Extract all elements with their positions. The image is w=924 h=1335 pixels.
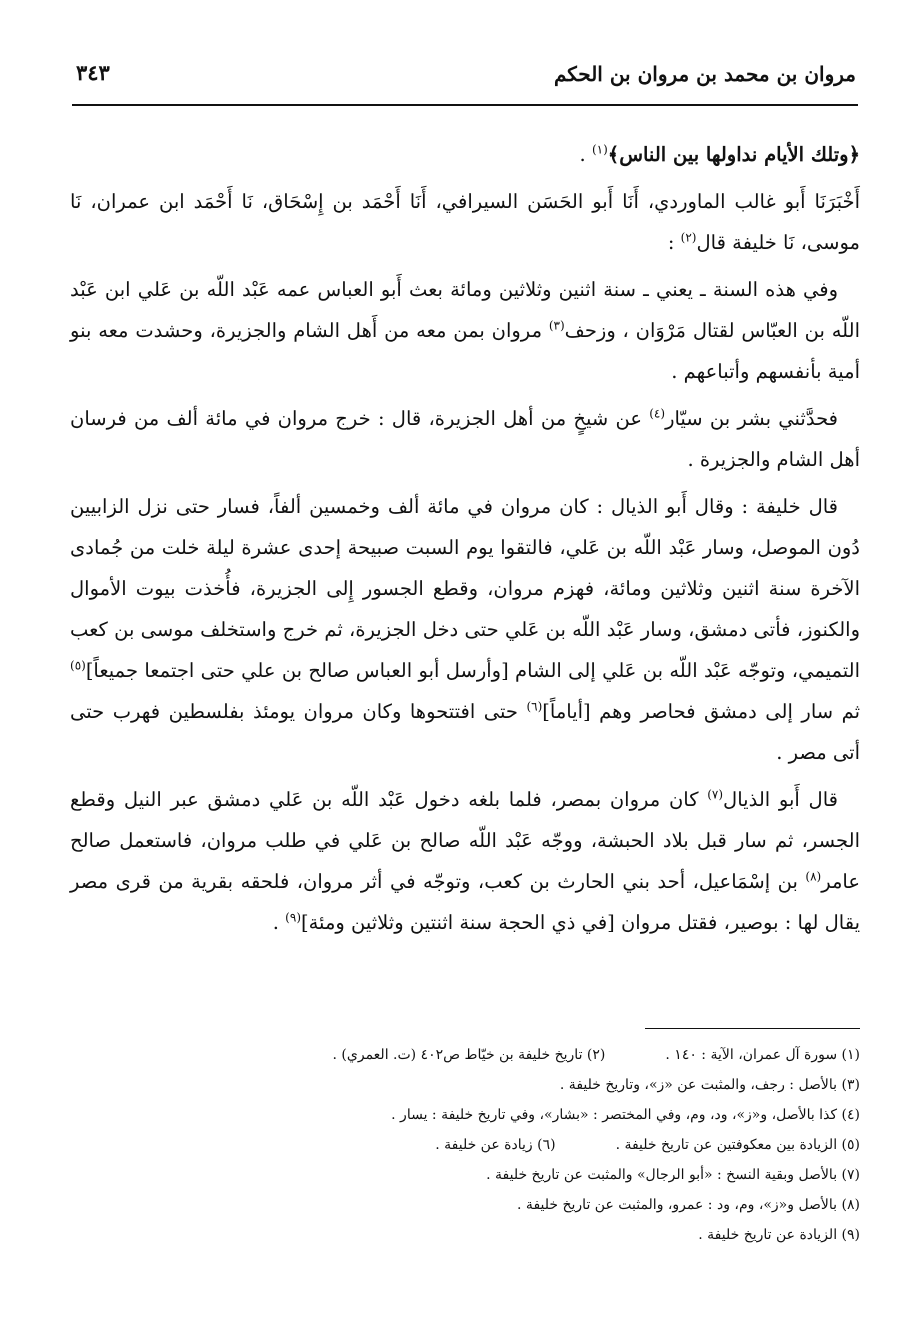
paragraph-text: . bbox=[272, 911, 286, 934]
paragraph-text: وفي هذه السنة ـ يعني ـ سنة اثنين وثلاثين ومائة بعث أَبو العباس عمه عَبْد اللّه بن عَلي ابن عَبْد اللّه بن العبّاس لقتال مَرْوَان ، وزحف bbox=[70, 278, 860, 342]
footnote-marker: (٩) bbox=[285, 910, 301, 925]
footnotes bbox=[110, 1040, 860, 1250]
paragraph bbox=[70, 779, 860, 943]
footnote: (١) سورة آل عمران، الآية : ١٤٠ . bbox=[665, 1047, 860, 1063]
paragraph-isnad bbox=[70, 181, 860, 263]
header-rule bbox=[72, 104, 858, 106]
paragraph-text: قال أَبو الذيال bbox=[723, 788, 838, 811]
paragraph-text: أَخْبَرَنَا أَبو غالب الماوردي، أَنَا أَبو الحَسَن السيرافي، أَنَا أَحْمَد بن إِسْحَاق، نَا أَحْمَد ابن عمران، نَا موسى، نَا خليفة قال bbox=[70, 190, 860, 254]
footnote: (٨) بالأصل و«ز»، وم، ود : عمرو، والمثبت عن تاريخ خليفة . bbox=[517, 1197, 860, 1213]
footnote-marker: (٨) bbox=[805, 869, 822, 884]
footnote-row bbox=[110, 1220, 860, 1250]
quran-verse: ﴿وتلك الأيام نداولها بين الناس﴾ bbox=[607, 143, 860, 166]
footnote-marker: (٥) bbox=[70, 658, 86, 673]
paragraph-quran bbox=[70, 134, 860, 175]
footnote: (٩) الزيادة عن تاريخ خليفة . bbox=[698, 1227, 860, 1243]
footnote-marker: (٢) bbox=[680, 230, 697, 245]
running-header bbox=[76, 62, 856, 102]
footnote: (٣) بالأصل : رجف، والمثبت عن «ز»، وتاريخ خليفة . bbox=[559, 1077, 860, 1093]
footnote: (٢) تاريخ خليفة بن خيّاط ص٤٠٢ (ت. العمري) . bbox=[332, 1047, 606, 1063]
paragraph-text: عن شيخٍ من أهل الجزيرة، قال : خرج مروان في مائة ألف من فرسان أهل الشام والجزيرة . bbox=[70, 407, 860, 471]
paragraph-text: قال خليفة : وقال أَبو الذيال : كان مروان في مائة ألف وخمسين ألفاً، فسار حتى نزل الزابيين دُون الموصل، وسار عَبْد اللّه بن عَلي، فالتقوا يوم السبت صبيحة إحدى عشرة ليلة خلت من جُمادى الآخرة سنة اثنين وثلاثين ومائة، فهزم مروان، وقطع الجسور إِلى الجزيرة، فأُخذت بيوت الأموال والكنوز، فأتى دمشق، وسار عَبْد اللّه بن عَلي حتى دخل الجزيرة، ثم خرج واستخلف موسى بن كعب التميمي، وتوجّه عَبْد اللّه بن عَلي إلى الشام [وأرسل أبو العباس صالح بن علي حتى اجتمعا جميعاً] bbox=[70, 495, 860, 682]
paragraph-text: . bbox=[579, 143, 592, 166]
footnote-row bbox=[110, 1070, 860, 1100]
footnote: (٤) كذا بالأصل، و«ز»، ود، وم، وفي المختصر : «بشار»، وفي تاريخ خليفة : يسار . bbox=[391, 1107, 860, 1123]
paragraph-text: فحدَّثني بشر بن سيّار bbox=[665, 407, 838, 430]
footnote-row bbox=[110, 1190, 860, 1220]
paragraph bbox=[70, 486, 860, 773]
paragraph-text: بن إسْمَاعيل، أحد بني الحارث بن كعب، وتوجّه في أثر مروان، فلحقه بقرية من قرى مصر يقال لها : بوصير، فقتل مروان [في ذي الحجة سنة اثنتين وثلاثين ومئة] bbox=[70, 870, 860, 934]
footnote-marker: (٦) bbox=[526, 699, 543, 714]
footnote: (٦) زيادة عن خليفة . bbox=[435, 1137, 556, 1153]
footnote-row bbox=[110, 1100, 860, 1130]
paragraph-text: مروان بمن معه من أَهل الشام والجزيرة، وحشدت معه بنو أمية بأنفسهم وأتباعهم . bbox=[70, 319, 860, 383]
paragraph-text: حتى افتتحوها وكان مروان يومئذ بفلسطين فهرب حتى أتى مصر . bbox=[70, 700, 860, 764]
footnote-marker: (٣) bbox=[548, 318, 565, 333]
footnote-rule bbox=[645, 1028, 860, 1029]
footnote-row bbox=[110, 1040, 860, 1070]
footnote: (٥) الزيادة بين معكوفتين عن تاريخ خليفة . bbox=[615, 1137, 860, 1153]
footnote-marker: (٤) bbox=[649, 406, 666, 421]
paragraph bbox=[70, 398, 860, 480]
paragraph-text: ثم سار إلى دمشق فحاصر وهم [أياماً] bbox=[542, 700, 861, 723]
footnote-marker: (٧) bbox=[707, 787, 724, 802]
footnote-row bbox=[110, 1130, 860, 1160]
footnote: (٧) بالأصل وبقية النسخ : «أبو الرجال» والمثبت عن تاريخ خليفة . bbox=[486, 1167, 860, 1183]
paragraph bbox=[70, 269, 860, 392]
footnote-row bbox=[110, 1160, 860, 1190]
paragraph-text: كان مروان بمصر، فلما بلغه دخول عَبْد اللّه بن عَلي دمشق عبر النيل وقطع الجسر، ثم سار قبل بلاد الحبشة، ووجّه عَبْد اللّه صالح بن عَلي في طلب مروان، فاستعمل صالح عامر bbox=[70, 788, 860, 893]
page-number: ٣٤٣ bbox=[76, 60, 110, 85]
footnote-marker: (١) bbox=[591, 142, 608, 157]
paragraph-text: : bbox=[667, 231, 681, 254]
running-title: مروان بن محمد بن مروان بن الحكم bbox=[553, 62, 856, 86]
main-text bbox=[70, 134, 860, 949]
